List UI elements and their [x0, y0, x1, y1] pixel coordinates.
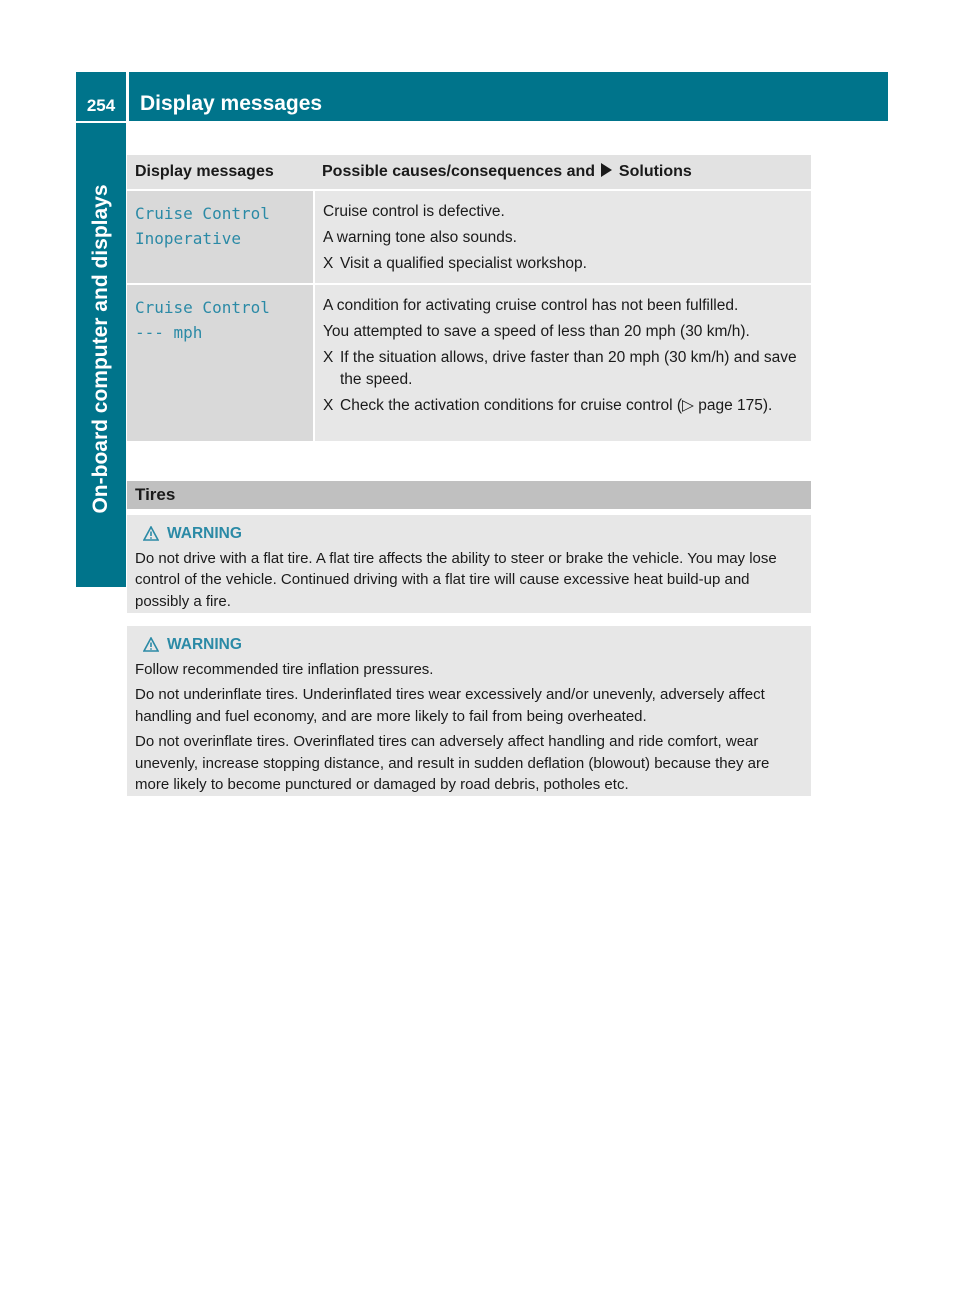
col-header-solutions-pre: Possible causes/consequences and — [322, 163, 596, 180]
warning-label: WARNING — [167, 525, 242, 542]
cause-text: You attempted to save a speed of less than 20 mph (30 km/h). — [323, 323, 750, 340]
step-text: If the situation allows, drive faster than 20 mph (30 km/h) and save the speed. — [340, 349, 797, 388]
arrow-right-icon — [601, 163, 612, 177]
page-number: 254 — [76, 72, 126, 121]
warning-text: Do not drive with a flat tire. A flat tire affects the ability to steer or brake the vehicle. You may lose control of the vehicle. Continued driving with a flat tire will cause excessive heat build-up and possibly a fire. — [135, 549, 777, 610]
step-marker-icon: X — [323, 397, 334, 414]
warning-triangle-icon — [143, 637, 159, 652]
solution-cell — [315, 285, 811, 441]
solution-step — [323, 347, 804, 391]
col-header-solutions — [315, 155, 811, 189]
message-line: Cruise Control — [135, 298, 270, 317]
message-line: Inoperative — [135, 229, 241, 248]
step-text: Visit a qualified specialist workshop. — [340, 255, 587, 272]
step-text[interactable]: Check the activation conditions for cruise control (▷ page 175). — [340, 397, 773, 414]
display-messages-table — [127, 155, 811, 441]
col-header-display-messages: Display messages — [135, 163, 274, 180]
cause-text: A warning tone also sounds. — [323, 229, 517, 246]
message-line: Cruise Control — [135, 204, 270, 223]
cause-text: Cruise control is defective. — [323, 203, 505, 220]
warning-label: WARNING — [167, 636, 242, 653]
section-heading-tires: Tires — [127, 481, 811, 509]
message-cell — [127, 285, 313, 441]
warning-title — [135, 634, 803, 656]
side-tab-marker — [76, 534, 126, 586]
table-row — [127, 191, 811, 283]
solution-cell — [315, 191, 811, 283]
warning-box — [127, 626, 811, 796]
solution-step — [323, 253, 804, 275]
table-header — [127, 155, 811, 189]
table-row — [127, 285, 811, 441]
cause-text: A condition for activating cruise control has not been fulfilled. — [323, 297, 739, 314]
warning-text: Do not overinflate tires. Overinflated tires can adversely affect handling and ride comfort, wear unevenly, increase stopping distance, and result in sudden deflation (blowout) because they are more likely to become punctured or damaged by road debris, potholes etc. — [135, 733, 770, 793]
side-tab-label: On-board computer and displays — [89, 184, 112, 514]
message-line: --- mph — [135, 323, 203, 342]
warning-box — [127, 515, 811, 613]
col-header-solutions-post: Solutions — [618, 163, 692, 180]
warning-text: Do not underinflate tires. Underinflated tires wear excessively and/or unevenly, adversely affect handling and fuel economy, and are more likely to fail from being overheated. — [135, 686, 765, 725]
step-marker-icon: X — [323, 349, 334, 366]
warning-text: Follow recommended tire inflation pressures. — [135, 660, 434, 678]
step-marker-icon: X — [323, 255, 334, 272]
warning-triangle-icon — [143, 526, 159, 541]
page-header-title: Display messages — [129, 72, 888, 121]
warning-title — [135, 523, 803, 545]
message-cell — [127, 191, 313, 283]
solution-step — [323, 395, 804, 417]
